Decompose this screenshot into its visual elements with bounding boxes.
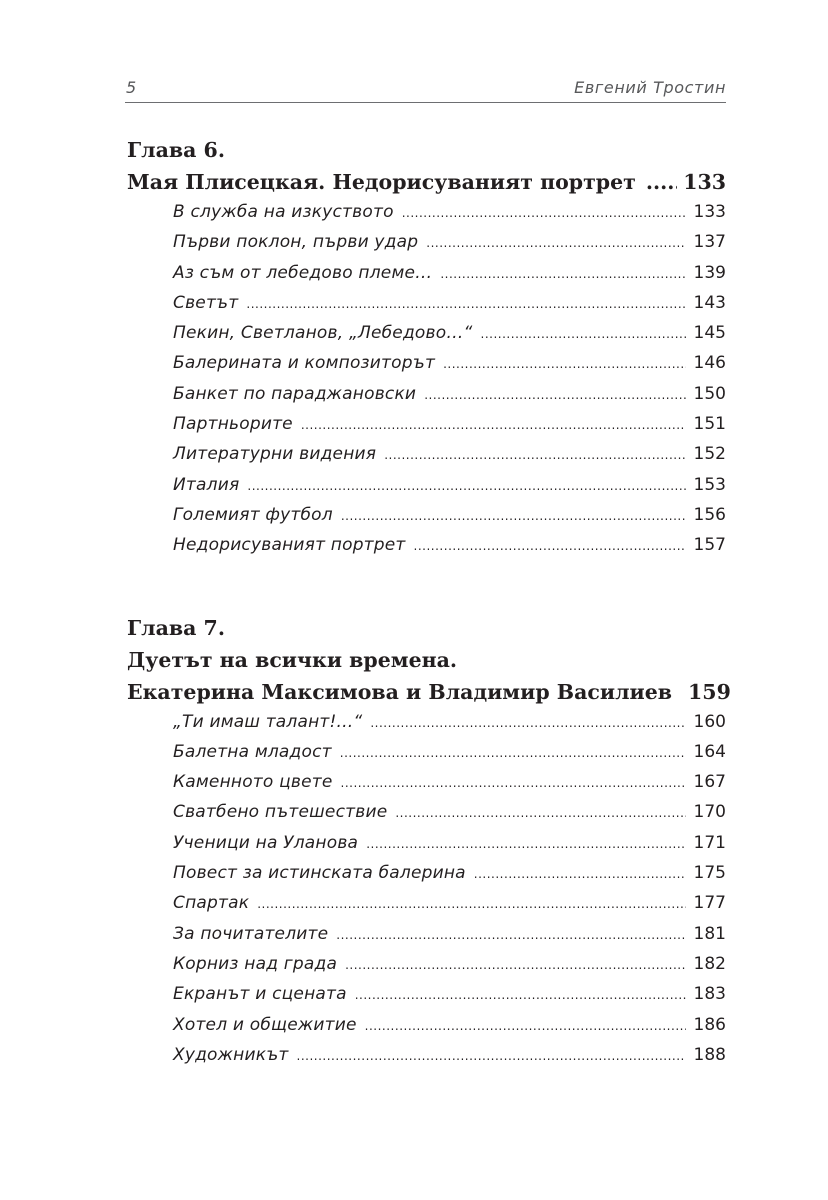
toc-entry-title: Екранът и сцената	[173, 984, 347, 1005]
toc-entry	[173, 889, 726, 919]
toc-entry-title: Хотел и общежитие	[173, 1014, 357, 1035]
dot-leader	[247, 472, 685, 501]
toc-entry-title: Партньорите	[173, 414, 293, 435]
toc-entry	[173, 319, 726, 349]
toc-entry	[173, 349, 726, 379]
dot-leader	[246, 290, 685, 319]
toc-entry	[173, 980, 726, 1010]
dot-leader	[395, 799, 685, 828]
toc-entry-title: Недорисуваният портрет	[173, 535, 406, 556]
toc-entry-page-number: 145	[693, 323, 726, 344]
dot-leader	[297, 1042, 686, 1071]
toc-entry-title: Балерината и композиторът	[173, 353, 436, 374]
toc-entry-page-number: 170	[693, 802, 726, 823]
toc-entry-title: Аз съм от лебедово племе…	[173, 262, 433, 283]
toc-entry	[173, 440, 726, 470]
toc-entry-page-number: 137	[693, 232, 726, 253]
toc-entry	[173, 768, 726, 798]
dot-leader	[646, 166, 677, 198]
toc-entry-title: Спартак	[173, 893, 250, 914]
toc-entry-page-number: 146	[693, 353, 726, 374]
dot-leader	[257, 890, 685, 919]
toc-entry-title: Каменното цвете	[173, 772, 333, 793]
toc-entry-title: За почитателите	[173, 923, 329, 944]
toc-entry	[173, 501, 726, 531]
toc-entry-title: Банкет по параджановски	[173, 383, 417, 404]
toc-entry-page-number: 177	[693, 893, 726, 914]
toc-entry-title: Големият футбол	[173, 504, 333, 525]
toc-entry-page-number: 151	[693, 414, 726, 435]
chapter-label: Глава 6.	[127, 138, 225, 162]
dot-leader	[341, 769, 686, 798]
chapter-page-number: 133	[683, 170, 726, 194]
toc-entry-page-number: 167	[693, 772, 726, 793]
running-head-author: Евгений Тростин	[574, 78, 726, 97]
toc-entry	[173, 1011, 726, 1041]
toc-entry-page-number: 175	[693, 863, 726, 884]
chapter-title-text: Екатерина Максимова и Владимир Василиев	[127, 679, 673, 704]
toc-entry-title: В служба на изкуството	[173, 202, 394, 222]
dot-leader	[426, 229, 685, 258]
toc-entry-page-number: 156	[693, 504, 726, 525]
dot-leader	[424, 381, 685, 410]
toc-entry	[173, 380, 726, 410]
running-header	[125, 78, 726, 103]
toc-entry	[173, 859, 726, 889]
toc-entry	[173, 259, 726, 289]
chapter-page-number: 159	[688, 679, 731, 704]
dot-leader	[402, 199, 686, 228]
toc-entry	[173, 920, 726, 950]
page-number: 5	[126, 78, 137, 97]
chapter-title-text: Мая Плисецкая. Недорисуваният портрет	[127, 170, 636, 194]
toc-entry-page-number: 153	[693, 474, 726, 495]
toc-entry-page-number: 133	[693, 202, 726, 222]
toc-entry-title: „Ти имаш талант!...“	[173, 711, 363, 732]
dot-leader	[365, 1012, 686, 1041]
toc-entry-page-number: 152	[693, 444, 726, 465]
chapter-label: Глава 7.	[127, 615, 225, 640]
dot-leader	[340, 739, 686, 768]
chapter-title	[127, 676, 731, 708]
dot-leader	[414, 532, 686, 561]
toc-entry	[173, 708, 726, 738]
dot-leader	[481, 320, 686, 349]
toc-entry-page-number: 188	[693, 1044, 726, 1065]
chapter-title-line: Дуетът на всички времена.	[127, 647, 458, 672]
toc-entry-title: Литературни видения	[173, 444, 377, 465]
toc-entry-page-number: 182	[693, 953, 726, 974]
toc-entry	[173, 198, 726, 228]
toc-entry-page-number: 157	[693, 535, 726, 556]
toc-entry-title: Корниз над града	[173, 953, 338, 974]
dot-leader	[336, 921, 685, 950]
toc-entry-title: Италия	[173, 474, 240, 495]
dot-leader	[345, 951, 685, 980]
toc-entry-page-number: 181	[693, 923, 726, 944]
toc-entry	[173, 829, 726, 859]
toc-entry	[173, 410, 726, 440]
dot-leader	[440, 260, 685, 289]
toc-entry	[173, 289, 726, 319]
dot-leader	[443, 350, 685, 379]
toc-entry-title: Светът	[173, 292, 239, 313]
toc-entry-title: Ученици на Уланова	[173, 832, 359, 853]
toc-entry-page-number: 171	[693, 832, 726, 853]
toc-entry	[173, 471, 726, 501]
toc-entry-title: Художникът	[173, 1044, 289, 1065]
dot-leader	[341, 502, 686, 531]
toc-entry	[173, 798, 726, 828]
toc-entry-page-number: 186	[693, 1014, 726, 1035]
chapter-title	[127, 166, 726, 198]
chapter-block	[127, 134, 726, 562]
toc-entry	[173, 1041, 726, 1071]
toc-entry-page-number: 139	[693, 262, 726, 283]
toc-entry-title: Повест за истинската балерина	[173, 863, 466, 884]
dot-leader	[301, 411, 686, 440]
toc-entry	[173, 950, 726, 980]
dot-leader	[370, 709, 685, 738]
toc-entry-title: Балетна младост	[173, 741, 332, 762]
toc-entry-page-number: 183	[693, 984, 726, 1005]
table-of-contents	[127, 134, 731, 1071]
toc-entry-title: Пекин, Светланов, „Лебедово…“	[173, 323, 473, 344]
dot-leader	[384, 441, 685, 470]
toc-entry-title: Сватбено пътешествие	[173, 802, 388, 823]
toc-entry-page-number: 160	[693, 711, 726, 732]
toc-entry	[173, 738, 726, 768]
toc-entry-page-number: 143	[693, 292, 726, 313]
dot-leader	[366, 830, 685, 859]
toc-entry-page-number: 164	[693, 741, 726, 762]
chapter-block	[127, 612, 731, 1072]
dot-leader	[474, 860, 686, 889]
toc-entry	[173, 531, 726, 561]
toc-entry	[173, 228, 726, 258]
toc-entry-title: Първи поклон, първи удар	[173, 232, 419, 253]
dot-leader	[355, 981, 686, 1010]
toc-entry-page-number: 150	[693, 383, 726, 404]
